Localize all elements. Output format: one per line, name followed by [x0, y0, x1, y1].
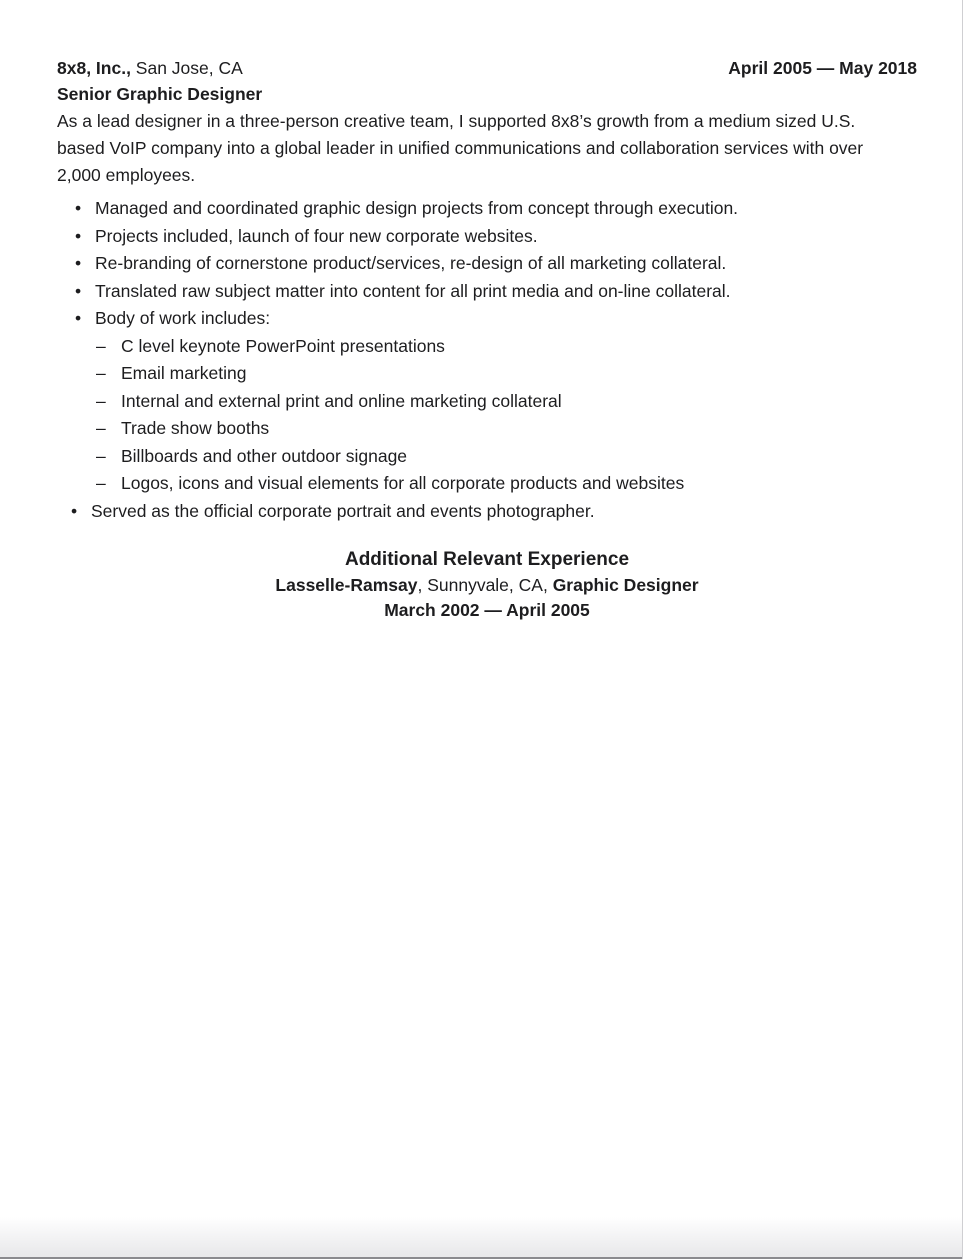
list-item-text: Served as the official corporate portrait and events photographer.	[91, 500, 595, 521]
additional-employer-location: , Sunnyvale, CA,	[417, 575, 553, 595]
job-title: Senior Graphic Designer	[57, 84, 263, 104]
additional-role-title: Graphic Designer	[552, 575, 699, 595]
dash-icon: –	[96, 445, 106, 466]
list-item-text: Managed and coordinated graphic design projects from concept through execution.	[95, 198, 739, 218]
employer-location: San Jose, CA	[130, 58, 243, 78]
bullet-dot-icon: •	[75, 280, 82, 301]
additional-experience-dates: March 2002 — April 2005	[384, 600, 590, 620]
sub-list-item-text: Email marketing	[121, 363, 247, 383]
sub-list-item-text: Billboards and other outdoor signage	[121, 445, 408, 466]
body-of-work-sublist	[57, 333, 917, 498]
resume-content	[57, 56, 917, 623]
list-item-text: Projects included, launch of four new corporate websites.	[95, 225, 538, 246]
job-header	[57, 56, 917, 81]
dash-icon: –	[96, 390, 106, 411]
sub-list-item-text: Logos, icons and visual elements for all corporate products and websites	[121, 473, 685, 493]
list-item	[57, 498, 917, 526]
list-item	[57, 278, 917, 306]
sub-list-item-text: Internal and external print and online marketing collateral	[121, 390, 562, 411]
bullet-dot-icon: •	[75, 198, 82, 218]
additional-experience-employer-line	[57, 573, 917, 598]
list-item	[57, 250, 917, 278]
dash-icon: –	[96, 418, 106, 438]
job-summary: As a lead designer in a three-person creative team, I supported 8x8’s growth from a medium sized U.S. based VoIP company into a global leader in unified communications and collaboration services with over 2,000 employees.	[57, 111, 864, 185]
dash-icon: –	[96, 363, 106, 383]
bullet-dot-icon: •	[71, 500, 78, 521]
list-item-text: Translated raw subject matter into content for all print media and on-line collateral.	[95, 280, 731, 301]
sub-list-item	[57, 415, 917, 443]
employer-line	[57, 56, 243, 81]
sub-list-item-text: C level keynote PowerPoint presentations	[121, 335, 445, 356]
page-bottom-shadow	[0, 1217, 962, 1259]
employer-name: 8x8, Inc.,	[57, 58, 131, 78]
bullet-dot-icon: •	[75, 308, 82, 328]
sub-list-item-text: Trade show booths	[121, 418, 270, 438]
list-item-text: Re-branding of cornerstone product/services, re-design of all marketing collateral.	[95, 253, 727, 273]
sub-list-item	[57, 443, 917, 471]
bullet-dot-icon: •	[75, 253, 82, 273]
dash-icon: –	[96, 335, 106, 356]
sub-list-item	[57, 333, 917, 361]
additional-experience-heading: Additional Relevant Experience	[344, 549, 630, 570]
additional-employer-name: Lasselle-Ramsay	[275, 575, 418, 595]
sub-list-item	[57, 388, 917, 416]
list-item	[57, 305, 917, 333]
list-item-text: Body of work includes:	[95, 308, 271, 328]
list-item	[57, 195, 917, 223]
sub-list-item	[57, 360, 917, 388]
sub-list-item	[57, 470, 917, 498]
dash-icon: –	[96, 473, 106, 493]
additional-experience-section	[57, 547, 917, 623]
responsibility-list	[57, 195, 917, 525]
bullet-dot-icon: •	[75, 225, 82, 246]
employment-dates: April 2005 — May 2018	[728, 58, 917, 78]
list-item	[57, 223, 917, 251]
